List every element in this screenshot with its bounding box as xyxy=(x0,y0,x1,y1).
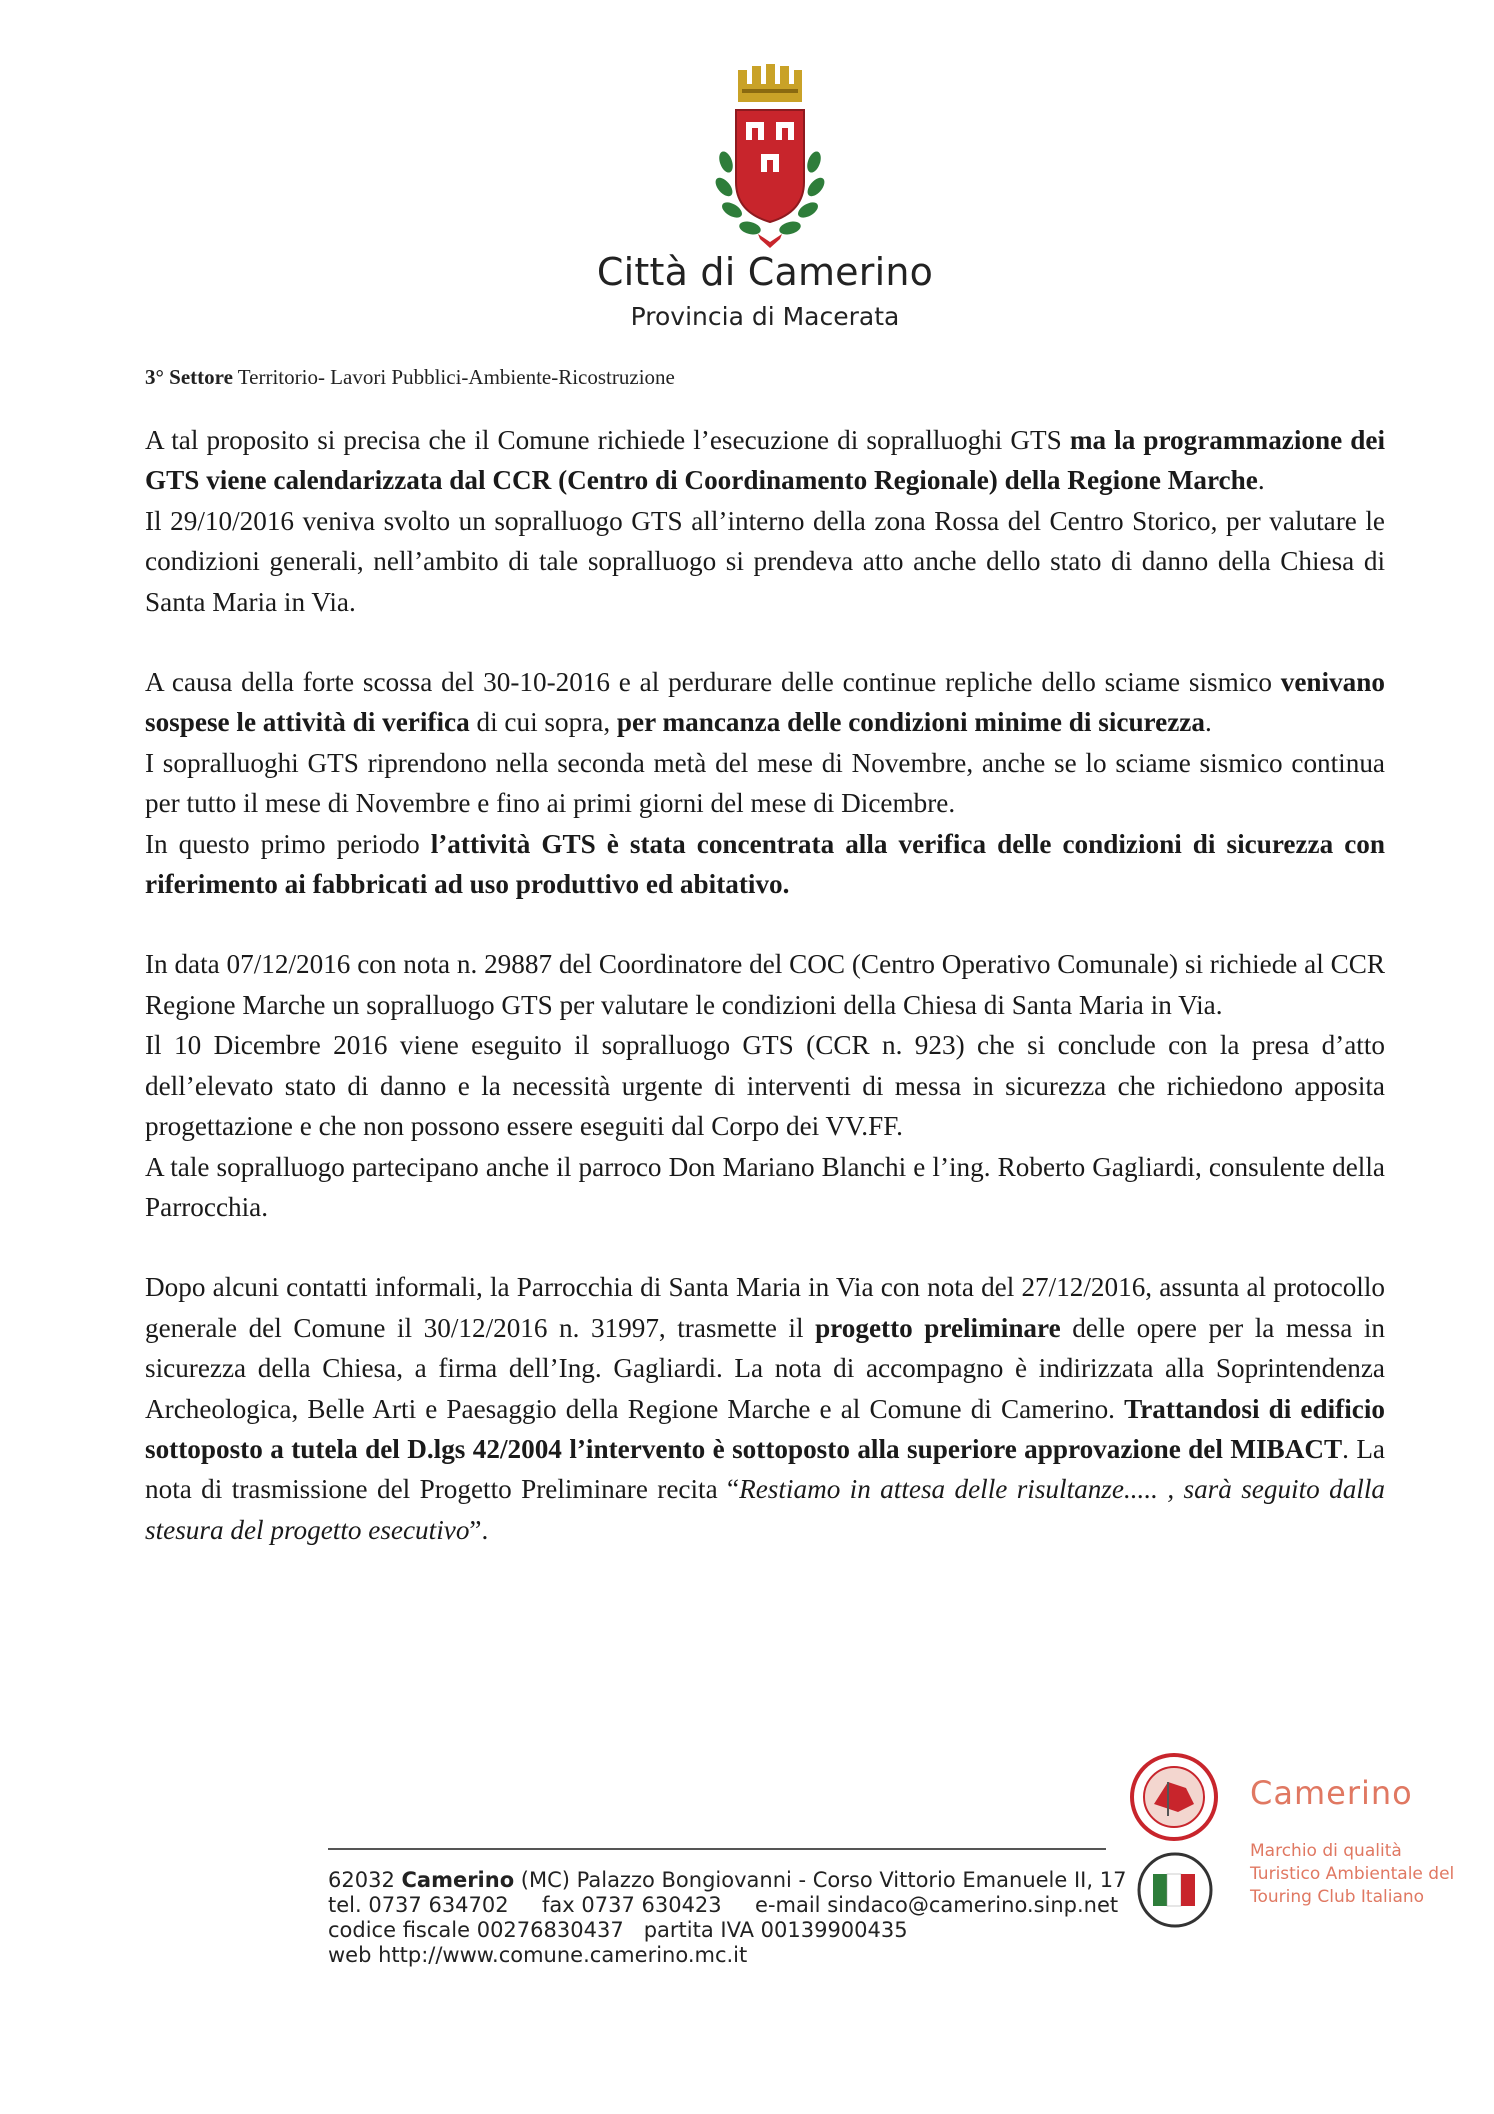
footer-address-rest: (MC) Palazzo Bongiovanni - Corso Vittorio Emanuele II, 17 xyxy=(514,1868,1127,1892)
text-run: In data 07/12/2016 con nota n. 29887 del Coordinatore del COC (Centro Operativo Comunale) si richiede al CCR Regione Marche un sopralluogo GTS per valutare le condizioni della Chiesa di Santa Maria in Via. xyxy=(145,949,1385,1020)
body-paragraph xyxy=(145,1147,1385,1228)
italian-flag-seal-icon xyxy=(1135,1850,1215,1930)
text-run: A tale sopralluogo partecipano anche il parroco Don Mariano Blanchi e l’ing. Roberto Gagliardi, consulente della Parrocchia. xyxy=(145,1151,1385,1222)
text-run: di cui sopra, xyxy=(469,707,617,738)
sector-number: 3° Settore xyxy=(145,365,233,389)
text-run: . La nota di trasmissione del Progetto Preliminare recita “ xyxy=(145,1433,1385,1505)
province-subtitle: Provincia di Macerata xyxy=(630,302,900,331)
footer-city: Camerino xyxy=(401,1868,515,1892)
quality-mark-line: Marchio di qualità xyxy=(1250,1841,1402,1861)
text-run: A causa della forte scossa del 30-10-2016 e al perdurare delle continue repliche dello sciame sismico xyxy=(145,667,1281,698)
text-run: delle opere per la messa in sicurezza della Chiesa, a firma dell’Ing. Gagliardi. La nota di accompagno è indirizzata alla Soprintendenza Archeologica, Belle Arti e Paesaggio della Regione Marche e al Comune di Camerino. xyxy=(145,1312,1386,1424)
footer-address xyxy=(328,1868,1126,1893)
camerino-brand-name: Camerino xyxy=(1250,1774,1413,1812)
body-paragraph xyxy=(145,420,1385,501)
touring-club-badge-icon xyxy=(1128,1752,1220,1842)
footer-contacts xyxy=(328,1868,1126,1968)
footer-divider xyxy=(328,1848,1106,1850)
text-run: venivano sospese le attività di verifica xyxy=(145,667,1385,738)
body-paragraph xyxy=(145,1025,1385,1146)
text-run: Il 29/10/2016 veniva svolto un sopralluogo GTS all’interno della zona Rossa del Centro Storico, per valutare le condizioni generali, nell’ambito di tale sopralluogo si prendeva atto anche dello stato di danno della Chiesa di Santa Maria in Via. xyxy=(145,505,1385,617)
city-title: Città di Camerino xyxy=(596,250,934,294)
quality-mark-line: Turistico Ambientale del xyxy=(1250,1864,1455,1884)
text-run: Dopo alcuni contatti informali, la Parrocchia di Santa Maria in Via con nota del 27/12/2016, assunta al protocollo generale del Comune il 30/12/2016 n. 31997, trasmette il xyxy=(145,1272,1385,1343)
text-run: Il 10 Dicembre 2016 viene eseguito il sopralluogo GTS (CCR n. 923) che si conclude con la presa d’atto dell’elevato stato di danno e la necessità urgente di interventi di messa in sicurezza che richiedono apposita progettazione e che non possono essere eseguiti dal Corpo dei VV.FF. xyxy=(145,1030,1385,1142)
coat-of-arms-crest xyxy=(700,62,840,252)
text-run: Trattandosi di edificio sottoposto a tutela del D.lgs 42/2004 l’intervento è sottoposto alla superiore approvazione del MIBACT xyxy=(145,1393,1385,1464)
text-run: A tal proposito si precisa che il Comune richiede l’esecuzione di sopralluoghi GTS xyxy=(145,425,1070,455)
quality-mark-text xyxy=(1250,1840,1454,1909)
body-paragraph xyxy=(145,824,1385,905)
quality-mark-line: Touring Club Italiano xyxy=(1250,1887,1425,1907)
text-run: per mancanza delle condizioni minime di sicurezza xyxy=(616,707,1205,738)
footer-website: web http://www.comune.camerino.mc.it xyxy=(328,1943,748,1967)
body-paragraph xyxy=(145,944,1385,1025)
sector-heading xyxy=(145,365,675,390)
text-run: ma la programmazione dei GTS viene calendarizzata dal CCR (Centro di Coordinamento Regionale) della Regione Marche xyxy=(145,425,1385,496)
crown-icon xyxy=(738,64,802,102)
text-run: I sopralluoghi GTS riprendono nella seconda metà del mese di Novembre, anche se lo sciame sismico continua per tutto il mese di Novembre e fino ai primi giorni del mese di Dicembre. xyxy=(145,747,1385,819)
shield-icon xyxy=(736,110,804,222)
sector-description: Territorio- Lavori Pubblici-Ambiente-Ricostruzione xyxy=(232,365,675,389)
footer-zip: 62032 xyxy=(328,1868,402,1892)
text-run: Restiamo in attesa delle risultanze..... , sarà seguito dalla stesura del progetto esecutivo xyxy=(145,1474,1386,1545)
body-paragraph xyxy=(145,501,1385,622)
text-run: . xyxy=(1257,465,1265,496)
body-paragraph xyxy=(145,662,1385,743)
body-paragraph xyxy=(145,743,1385,824)
footer-tax-ids: codice fiscale 00276830437 partita IVA 00139900435 xyxy=(328,1918,908,1942)
text-run: progetto preliminare xyxy=(815,1312,1061,1343)
text-run: In questo primo periodo xyxy=(145,828,431,859)
body-paragraph xyxy=(145,1267,1385,1550)
text-run: l’attività GTS è stata concentrata alla verifica delle condizioni di sicurezza con riferimento ai fabbricati ad uso produttivo ed abitativo. xyxy=(145,828,1385,900)
footer-phones: tel. 0737 634702 fax 0737 630423 e-mail sindaco@camerino.sinp.net xyxy=(328,1893,1119,1917)
text-run: ”. xyxy=(469,1514,489,1545)
letter-body xyxy=(145,420,1385,1550)
text-run: . xyxy=(1204,707,1212,738)
